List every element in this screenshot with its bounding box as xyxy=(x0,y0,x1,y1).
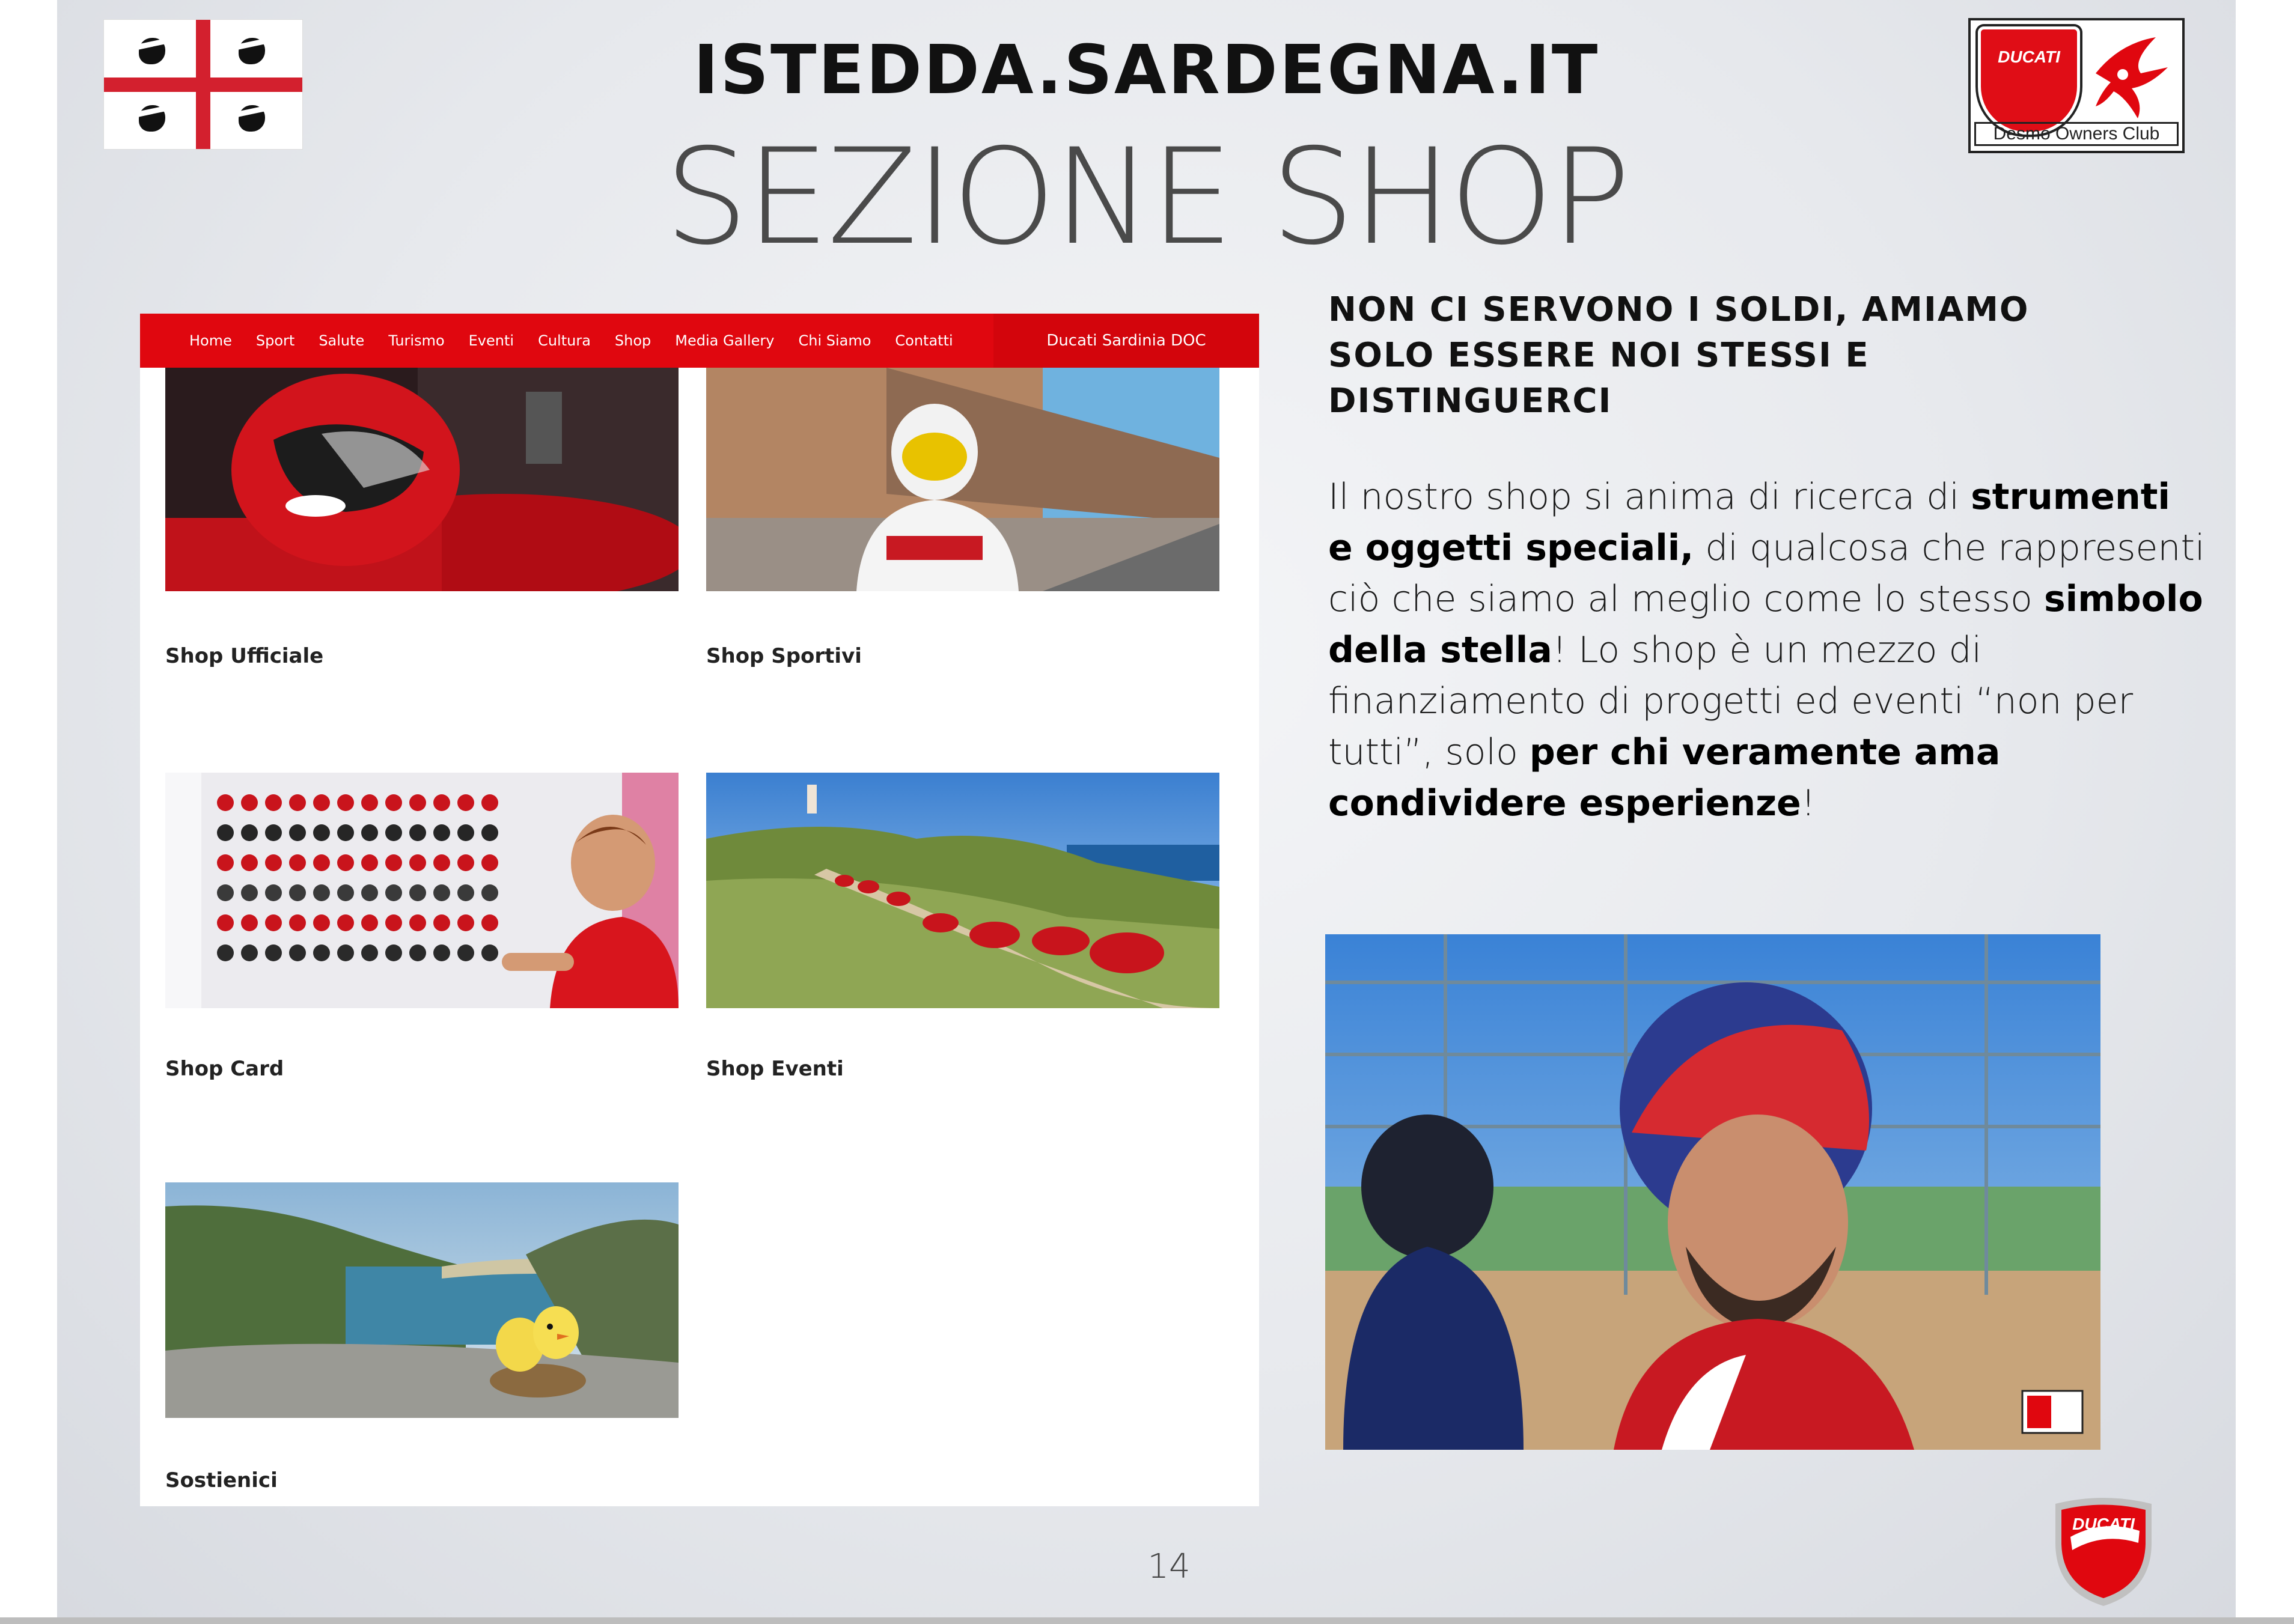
nav-home[interactable]: Home xyxy=(189,332,232,349)
ducati-logo-shield: DUCATI xyxy=(1978,26,2080,135)
ducati-wordmark: DUCATI xyxy=(2072,1515,2135,1533)
shop-eventi-image[interactable] xyxy=(706,773,1219,1008)
page-number: 14 xyxy=(1147,1547,1191,1586)
shop-eventi-title[interactable]: Shop Eventi xyxy=(706,1057,844,1081)
nav-media-gallery[interactable]: Media Gallery xyxy=(675,332,775,349)
site-title: ISTEDDA.SARDEGNA.IT xyxy=(693,31,1600,109)
nav-contatti[interactable]: Contatti xyxy=(895,332,953,349)
logo-caption: Desmo Owners Club xyxy=(1974,122,2179,146)
site-navbar xyxy=(140,314,1259,368)
nav-chi-siamo[interactable]: Chi Siamo xyxy=(798,332,871,349)
desmo-owners-club-logo-icon xyxy=(1968,18,2185,153)
shop-card-title[interactable]: Shop Card xyxy=(165,1057,284,1081)
nav-turismo[interactable]: Turismo xyxy=(388,332,445,349)
nav-shop[interactable]: Shop xyxy=(614,332,651,349)
section-title: SEZIONE SHOP xyxy=(664,120,1629,274)
nav-sport[interactable]: Sport xyxy=(255,332,295,349)
nav-eventi[interactable]: Eventi xyxy=(468,332,514,349)
shop-card-image[interactable] xyxy=(165,773,679,1008)
shop-ufficiale-image[interactable] xyxy=(165,368,679,591)
ducati-shield-icon xyxy=(2043,1495,2164,1609)
slide xyxy=(57,0,2236,1617)
shop-sportivi-title[interactable]: Shop Sportivi xyxy=(706,644,862,668)
nav-salute[interactable]: Salute xyxy=(319,332,365,349)
star-icon xyxy=(2084,31,2174,121)
rider-photo xyxy=(1325,934,2100,1450)
slogan: NON CI SERVONO I SOLDI, AMIAMO SOLO ESSERE NOI STESSI E DISTINGUERCI xyxy=(1328,290,2030,421)
sostienici-title[interactable]: Sostienici xyxy=(165,1468,278,1492)
nav-cultura[interactable]: Cultura xyxy=(538,332,591,349)
bottom-rule xyxy=(0,1617,2294,1624)
website-screenshot xyxy=(140,314,1259,1506)
shop-ufficiale-title[interactable]: Shop Ufficiale xyxy=(165,644,324,668)
nav-ducati-sardinia-doc[interactable]: Ducati Sardinia DOC xyxy=(993,314,1259,368)
body-text: Il nostro shop si anima di ricerca di strumenti e oggetti speciali, di qualcosa che rappresenti ciò che siamo al meglio come lo stesso simbolo della stella! Lo shop è un mezzo di finanziamento di progetti ed eventi “non per tutti”, solo per chi veramente ama condividere esperienze! xyxy=(1328,476,2205,824)
shop-sportivi-image[interactable] xyxy=(706,368,1219,591)
sostienici-image[interactable] xyxy=(165,1182,679,1418)
